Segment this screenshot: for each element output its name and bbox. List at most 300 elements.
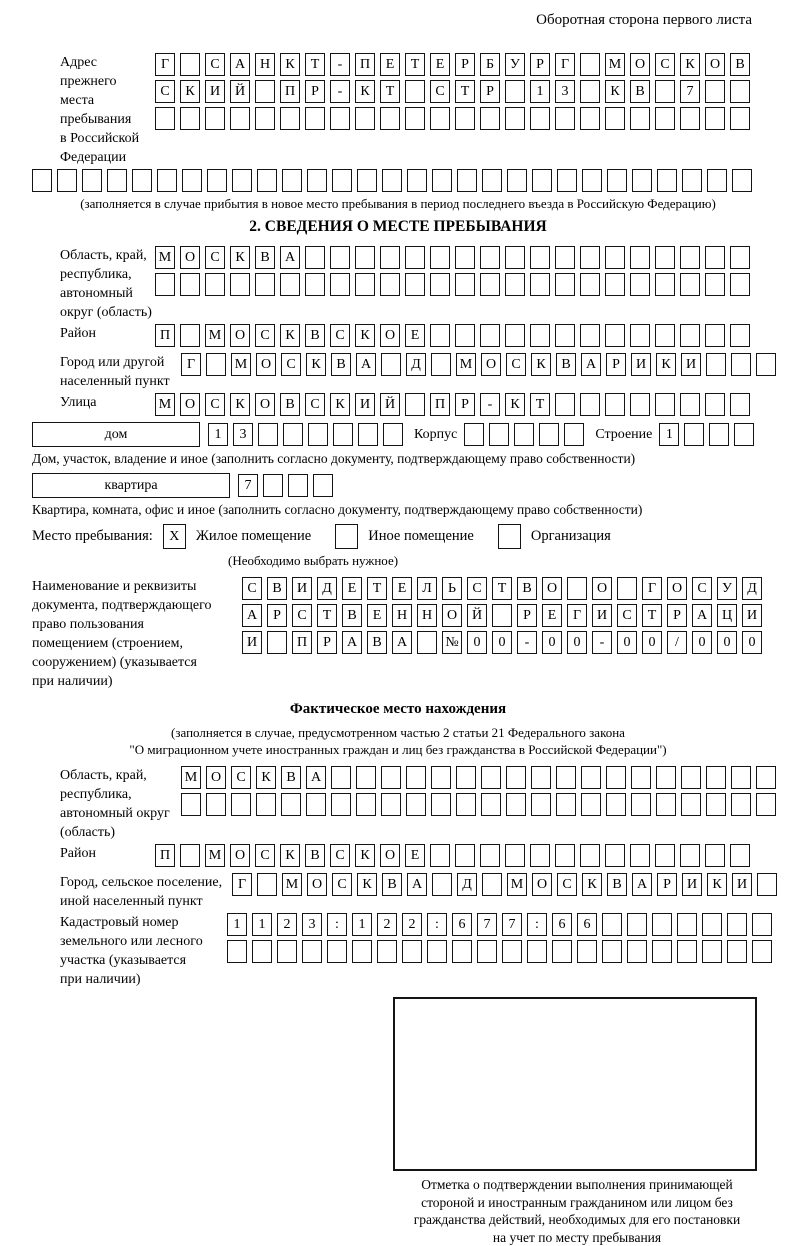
char-cell: К — [605, 80, 625, 103]
char-cell: В — [305, 324, 325, 347]
char-cell: 7 — [477, 913, 497, 936]
checkbox-other-premises — [335, 524, 358, 549]
char-cell: В — [382, 873, 402, 896]
char-cell — [706, 766, 726, 789]
region-block-2 — [32, 246, 764, 322]
char-cell: Л — [417, 577, 437, 600]
city-label-3 — [32, 873, 232, 911]
char-cell: К — [256, 766, 276, 789]
char-cell: М — [205, 324, 225, 347]
char-cell — [555, 107, 575, 130]
char-cell — [505, 107, 525, 130]
char-cell: К — [656, 353, 676, 376]
char-cell — [430, 107, 450, 130]
char-cell: С — [557, 873, 577, 896]
char-cell: Т — [455, 80, 475, 103]
char-cell — [630, 107, 650, 130]
char-cell: И — [205, 80, 225, 103]
char-cell: Т — [367, 577, 387, 600]
char-cell — [731, 793, 751, 816]
char-cell: О — [230, 844, 250, 867]
char-cell: Т — [380, 80, 400, 103]
char-cell — [333, 423, 353, 446]
text-line: в Российской — [60, 129, 155, 148]
char-cell — [655, 393, 675, 416]
char-cell — [756, 766, 776, 789]
char-cell — [331, 766, 351, 789]
char-cell: К — [280, 324, 300, 347]
char-cell: С — [305, 393, 325, 416]
char-cell — [580, 53, 600, 76]
char-cell — [752, 913, 772, 936]
char-cell — [456, 793, 476, 816]
char-cell — [732, 169, 752, 192]
char-cell — [267, 631, 287, 654]
char-cell: Т — [305, 53, 325, 76]
char-cell: 6 — [552, 913, 572, 936]
char-cell — [455, 324, 475, 347]
char-cell: С — [242, 577, 262, 600]
char-cell — [405, 246, 425, 269]
char-cell: М — [605, 53, 625, 76]
char-cell: Г — [555, 53, 575, 76]
char-cell: К — [582, 873, 602, 896]
char-cell: В — [331, 353, 351, 376]
char-cell: Т — [530, 393, 550, 416]
char-cell — [705, 80, 725, 103]
char-cell — [655, 273, 675, 296]
char-cell: Р — [517, 604, 537, 627]
char-cell — [405, 107, 425, 130]
char-cell: Е — [342, 577, 362, 600]
text-line: Область, край, — [60, 766, 181, 785]
char-cell — [358, 423, 378, 446]
char-cell — [181, 793, 201, 816]
char-cell: : — [327, 913, 347, 936]
region-label-3 — [32, 766, 181, 842]
char-cell: К — [357, 873, 377, 896]
section2-title: 2. СВЕДЕНИЯ О МЕСТЕ ПРЕБЫВАНИЯ — [32, 218, 764, 236]
char-cell: К — [355, 80, 375, 103]
char-cell — [480, 273, 500, 296]
char-cell — [706, 793, 726, 816]
char-cell: К — [355, 324, 375, 347]
stroenie-cells — [659, 423, 759, 446]
district-block-3 — [32, 844, 764, 871]
char-cell — [730, 844, 750, 867]
char-cell — [605, 246, 625, 269]
stamp-box — [393, 997, 757, 1171]
char-cell: № — [442, 631, 462, 654]
char-cell: В — [517, 577, 537, 600]
char-cell — [464, 423, 484, 446]
char-cell — [227, 940, 247, 963]
char-cell — [352, 940, 372, 963]
char-cell: К — [330, 393, 350, 416]
char-cell — [481, 766, 501, 789]
char-cell — [380, 107, 400, 130]
char-cell — [756, 793, 776, 816]
char-cell: И — [592, 604, 612, 627]
char-cell: В — [630, 80, 650, 103]
char-cell: М — [181, 766, 201, 789]
char-cell — [455, 844, 475, 867]
char-cell — [556, 793, 576, 816]
char-cell: К — [180, 80, 200, 103]
char-cell — [232, 169, 252, 192]
char-cell: О — [380, 324, 400, 347]
char-cell: Р — [267, 604, 287, 627]
char-cell — [332, 169, 352, 192]
char-cell — [456, 766, 476, 789]
char-cell: Е — [405, 844, 425, 867]
char-cell: 0 — [567, 631, 587, 654]
flat-row — [32, 473, 764, 498]
char-cell — [731, 353, 751, 376]
char-cell — [727, 940, 747, 963]
prev-address-row-3 — [155, 107, 764, 130]
char-cell: В — [607, 873, 627, 896]
char-cell — [702, 913, 722, 936]
char-cell — [330, 246, 350, 269]
text-line: стороной и иностранным гражданином или лицом без — [393, 1194, 761, 1212]
char-cell — [656, 766, 676, 789]
district-row — [155, 324, 764, 347]
prev-address-row-4-fullwidth — [32, 169, 764, 192]
char-cell: 2 — [377, 913, 397, 936]
char-cell — [406, 766, 426, 789]
char-cell — [734, 423, 754, 446]
text-line: Федерации — [60, 148, 155, 167]
char-cell — [680, 273, 700, 296]
char-cell — [302, 940, 322, 963]
char-cell — [506, 793, 526, 816]
char-cell — [506, 766, 526, 789]
prev-address-row-1 — [155, 53, 764, 76]
char-cell: 1 — [208, 423, 228, 446]
char-cell — [430, 246, 450, 269]
char-cell — [557, 169, 577, 192]
option-organization-label: Организация — [531, 528, 611, 545]
char-cell: У — [717, 577, 737, 600]
char-cell: И — [355, 393, 375, 416]
cadastre-block — [32, 913, 764, 989]
district-block-2 — [32, 324, 764, 351]
char-cell — [727, 913, 747, 936]
flat-number-cells — [238, 474, 338, 497]
char-cell: А — [342, 631, 362, 654]
char-cell: С — [330, 844, 350, 867]
char-cell — [580, 273, 600, 296]
char-cell: В — [267, 577, 287, 600]
char-cell — [480, 324, 500, 347]
char-cell — [257, 169, 277, 192]
char-cell — [706, 353, 726, 376]
char-cell — [655, 844, 675, 867]
char-cell: - — [330, 80, 350, 103]
char-cell: В — [730, 53, 750, 76]
char-cell — [480, 844, 500, 867]
cadastre-label — [32, 913, 227, 989]
char-cell: 0 — [717, 631, 737, 654]
char-cell: Р — [667, 604, 687, 627]
char-cell: А — [632, 873, 652, 896]
char-cell — [457, 169, 477, 192]
char-cell — [680, 324, 700, 347]
char-cell: О — [230, 324, 250, 347]
char-cell — [308, 423, 328, 446]
text-line: республика, — [60, 785, 181, 804]
char-cell: 1 — [530, 80, 550, 103]
char-cell — [677, 940, 697, 963]
char-cell: 6 — [452, 913, 472, 936]
char-cell — [530, 324, 550, 347]
char-cell — [281, 793, 301, 816]
char-cell — [331, 793, 351, 816]
char-cell — [280, 273, 300, 296]
char-cell: К — [280, 53, 300, 76]
char-cell: 0 — [492, 631, 512, 654]
char-cell: А — [280, 246, 300, 269]
char-cell: 2 — [277, 913, 297, 936]
char-cell: М — [231, 353, 251, 376]
char-cell: 7 — [238, 474, 258, 497]
char-cell: С — [430, 80, 450, 103]
char-cell: 0 — [617, 631, 637, 654]
char-cell — [207, 169, 227, 192]
char-cell: М — [155, 246, 175, 269]
stamp-caption — [393, 1176, 761, 1246]
char-cell — [180, 844, 200, 867]
char-cell: Н — [392, 604, 412, 627]
district-label-2: Район — [32, 324, 155, 343]
char-cell — [132, 169, 152, 192]
char-cell — [180, 53, 200, 76]
char-cell — [514, 423, 534, 446]
char-cell: В — [342, 604, 362, 627]
char-cell — [552, 940, 572, 963]
char-cell — [355, 246, 375, 269]
char-cell — [627, 940, 647, 963]
char-cell: С — [205, 393, 225, 416]
char-cell — [655, 107, 675, 130]
char-cell: : — [427, 913, 447, 936]
char-cell: О — [592, 577, 612, 600]
text-line: Город или другой — [60, 353, 181, 372]
text-line: при наличии) — [60, 970, 227, 989]
char-cell — [606, 766, 626, 789]
char-cell: С — [655, 53, 675, 76]
text-line: Кадастровый номер — [60, 913, 227, 932]
char-cell: О — [630, 53, 650, 76]
char-cell — [580, 324, 600, 347]
char-cell — [305, 273, 325, 296]
char-cell — [756, 353, 776, 376]
char-cell: К — [680, 53, 700, 76]
char-cell: М — [456, 353, 476, 376]
region-row-1 — [155, 246, 764, 269]
char-cell: К — [531, 353, 551, 376]
char-cell — [431, 766, 451, 789]
char-cell — [652, 940, 672, 963]
text-line: "О миграционном учете иностранных граждан и лиц без гражданства в Российской Федерации") — [32, 741, 764, 758]
char-cell — [258, 423, 278, 446]
char-cell — [556, 766, 576, 789]
char-cell: 0 — [642, 631, 662, 654]
char-cell — [555, 324, 575, 347]
district3-row — [155, 844, 764, 867]
char-cell — [305, 107, 325, 130]
char-cell: К — [355, 844, 375, 867]
text-line: республика, — [60, 265, 155, 284]
char-cell: О — [532, 873, 552, 896]
region-label-2 — [32, 246, 155, 322]
korpus-label: Корпус — [414, 427, 457, 443]
char-cell: Е — [367, 604, 387, 627]
text-line: Область, край, — [60, 246, 155, 265]
char-cell — [205, 273, 225, 296]
actual-location-title: Фактическое место нахождения — [32, 701, 764, 718]
char-cell: 0 — [542, 631, 562, 654]
char-cell: Е — [405, 324, 425, 347]
option-other-premises-label: Иное помещение — [368, 528, 474, 545]
street-block — [32, 393, 764, 420]
char-cell: А — [242, 604, 262, 627]
char-cell: С — [292, 604, 312, 627]
char-cell — [656, 793, 676, 816]
char-cell — [652, 913, 672, 936]
char-cell — [681, 766, 701, 789]
char-cell — [705, 107, 725, 130]
char-cell — [407, 169, 427, 192]
char-cell — [432, 873, 452, 896]
char-cell — [277, 940, 297, 963]
char-cell — [709, 423, 729, 446]
char-cell — [455, 246, 475, 269]
region3-row-2 — [181, 793, 764, 816]
char-cell — [531, 793, 551, 816]
char-cell — [505, 844, 525, 867]
char-cell — [555, 844, 575, 867]
stay-type-note: (Необходимо выбрать нужное) — [228, 553, 764, 569]
stay-type-row — [32, 524, 764, 549]
char-cell — [730, 324, 750, 347]
char-cell: Р — [455, 393, 475, 416]
char-cell: Б — [480, 53, 500, 76]
char-cell — [505, 80, 525, 103]
char-cell: У — [505, 53, 525, 76]
char-cell: А — [392, 631, 412, 654]
char-cell — [402, 940, 422, 963]
char-cell — [380, 246, 400, 269]
char-cell — [180, 273, 200, 296]
char-cell — [602, 913, 622, 936]
char-cell — [680, 107, 700, 130]
prev-address-note: (заполняется в случае прибытия в новое место пребывания в период последнего въезда в Российскую Федерацию) — [32, 196, 764, 212]
char-cell — [355, 273, 375, 296]
char-cell: М — [205, 844, 225, 867]
char-cell: С — [506, 353, 526, 376]
char-cell: И — [631, 353, 651, 376]
char-cell — [684, 423, 704, 446]
char-cell: С — [330, 324, 350, 347]
char-cell: О — [705, 53, 725, 76]
char-cell — [305, 246, 325, 269]
text-line: (заполняется в случае, предусмотренном частью 2 статьи 21 Федерального закона — [32, 724, 764, 741]
char-cell — [380, 273, 400, 296]
prev-address-row-2 — [155, 80, 764, 103]
char-cell: Й — [380, 393, 400, 416]
char-cell — [631, 766, 651, 789]
char-cell — [255, 80, 275, 103]
char-cell — [430, 273, 450, 296]
char-cell: Г — [232, 873, 252, 896]
char-cell: Е — [430, 53, 450, 76]
char-cell: Р — [455, 53, 475, 76]
char-cell: Т — [405, 53, 425, 76]
char-cell: А — [581, 353, 601, 376]
char-cell — [731, 766, 751, 789]
char-cell — [631, 793, 651, 816]
char-cell: 7 — [502, 913, 522, 936]
char-cell — [230, 107, 250, 130]
char-cell: Й — [467, 604, 487, 627]
char-cell — [405, 80, 425, 103]
char-cell: А — [230, 53, 250, 76]
char-cell — [705, 324, 725, 347]
char-cell — [431, 793, 451, 816]
char-cell: Н — [417, 604, 437, 627]
char-cell — [182, 169, 202, 192]
char-cell — [627, 913, 647, 936]
char-cell: 3 — [555, 80, 575, 103]
char-cell: 0 — [742, 631, 762, 654]
char-cell — [180, 324, 200, 347]
char-cell — [605, 273, 625, 296]
char-cell — [357, 169, 377, 192]
char-cell — [32, 169, 52, 192]
char-cell — [530, 844, 550, 867]
previous-address-block — [32, 53, 764, 167]
char-cell: Г — [155, 53, 175, 76]
char-cell — [255, 107, 275, 130]
char-cell: П — [292, 631, 312, 654]
char-cell: Н — [255, 53, 275, 76]
text-line: на учет по месту пребывания — [393, 1229, 761, 1246]
char-cell: И — [682, 873, 702, 896]
char-cell: Т — [642, 604, 662, 627]
char-cell: О — [667, 577, 687, 600]
region-block-3 — [32, 766, 764, 842]
text-line: Наименование и реквизиты — [32, 577, 242, 596]
char-cell — [355, 107, 375, 130]
char-cell: С — [155, 80, 175, 103]
char-cell — [630, 844, 650, 867]
text-line: округ (область) — [60, 303, 155, 322]
char-cell — [455, 107, 475, 130]
street-row — [155, 393, 764, 416]
char-cell — [702, 940, 722, 963]
char-cell — [405, 273, 425, 296]
char-cell: Т — [317, 604, 337, 627]
char-cell: И — [681, 353, 701, 376]
char-cell — [680, 393, 700, 416]
char-cell — [356, 793, 376, 816]
text-line: Адрес прежнего — [60, 53, 155, 91]
text-line: сооружением) (указывается — [32, 653, 242, 672]
char-cell — [555, 246, 575, 269]
house-caption: Дом, участок, владение и иное (заполнить согласно документу, подтверждающему право собственности) — [32, 451, 764, 467]
